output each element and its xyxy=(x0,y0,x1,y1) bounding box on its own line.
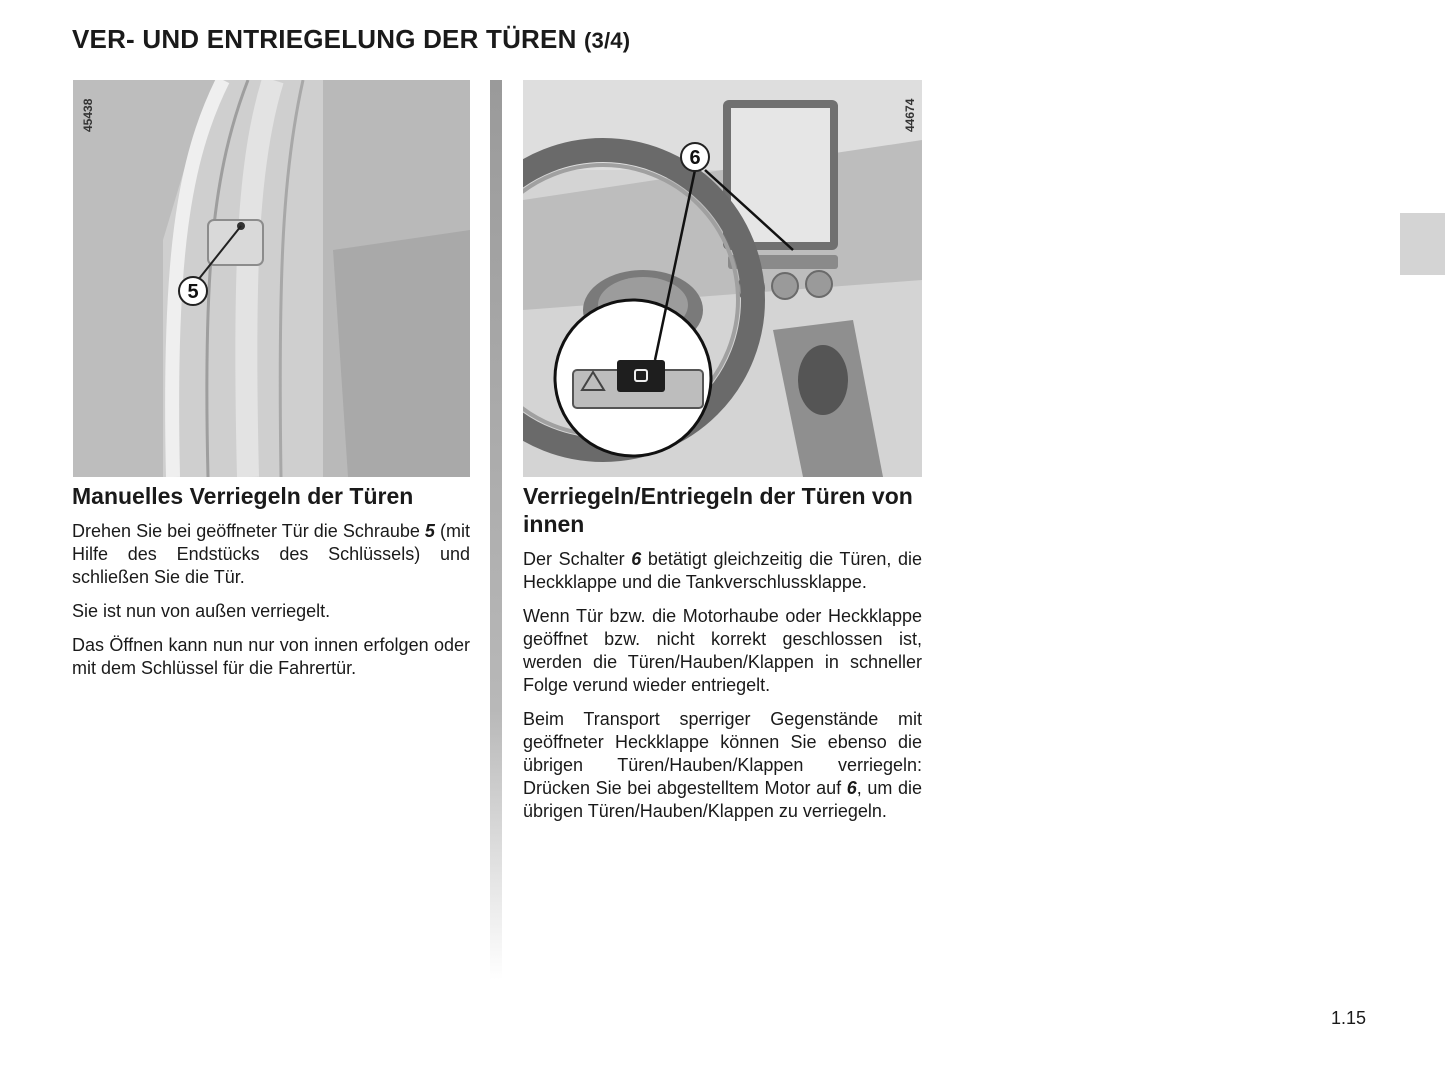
left-paragraph-1: Drehen Sie bei geöffneter Tür die Schraube 5 (mit Hilfe des Endstücks des Schlüssels) und schließen Sie die Tür. xyxy=(72,521,470,587)
ref-5: 5 xyxy=(424,521,435,541)
ref-6b: 6 xyxy=(846,778,857,798)
chapter-tab xyxy=(1400,213,1445,275)
right-paragraph-3: Beim Transport sperriger Gegenstände mit geöffneter Heckklappe können Sie ebenso die übrigen Türen/Hauben/Klappen verriegeln: Drücken Sie bei abgestelltem Motor auf 6, um die übrigen Türen/Hauben/Klappen zu verriegeln. xyxy=(523,709,922,821)
callout-5: 5 xyxy=(187,281,199,303)
left-column xyxy=(72,482,470,691)
figure-code-right: 44674 xyxy=(903,98,917,132)
right-heading: Verriegeln/Entriegeln der Türen von innen xyxy=(523,483,913,537)
page-title xyxy=(72,24,630,55)
door-illustration xyxy=(73,80,470,477)
right-column xyxy=(523,482,922,834)
callout-6: 6 xyxy=(689,147,701,169)
page-number: 1.15 xyxy=(1331,1008,1367,1028)
figure-code-left: 45438 xyxy=(81,98,95,132)
title-text: VER- UND ENTRIEGELUNG DER TÜREN xyxy=(72,24,577,54)
left-paragraph-2: Sie ist nun von außen verriegelt. xyxy=(72,601,331,621)
door-lock-figure xyxy=(73,80,470,477)
column-divider xyxy=(490,80,502,980)
title-part: (3/4) xyxy=(584,28,631,53)
right-paragraph-2: Wenn Tür bzw. die Motorhaube oder Heckklappe geöffnet bzw. nicht korrekt geschlossen ist, werden die Türen/Hauben/Klappen in schneller Folge verund wieder entriegelt. xyxy=(523,606,922,695)
left-heading: Manuelles Verriegeln der Türen xyxy=(72,483,414,509)
ref-6: 6 xyxy=(631,549,642,569)
dashboard-switch-figure xyxy=(523,80,922,477)
dashboard-illustration xyxy=(523,80,922,477)
left-paragraph-3: Das Öffnen kann nun nur von innen erfolgen oder mit dem Schlüssel für die Fahrertür. xyxy=(72,635,470,678)
right-paragraph-1: Der Schalter 6 betätigt gleichzeitig die Türen, die Heckklappe und die Tankverschlussklappe. xyxy=(523,549,922,592)
